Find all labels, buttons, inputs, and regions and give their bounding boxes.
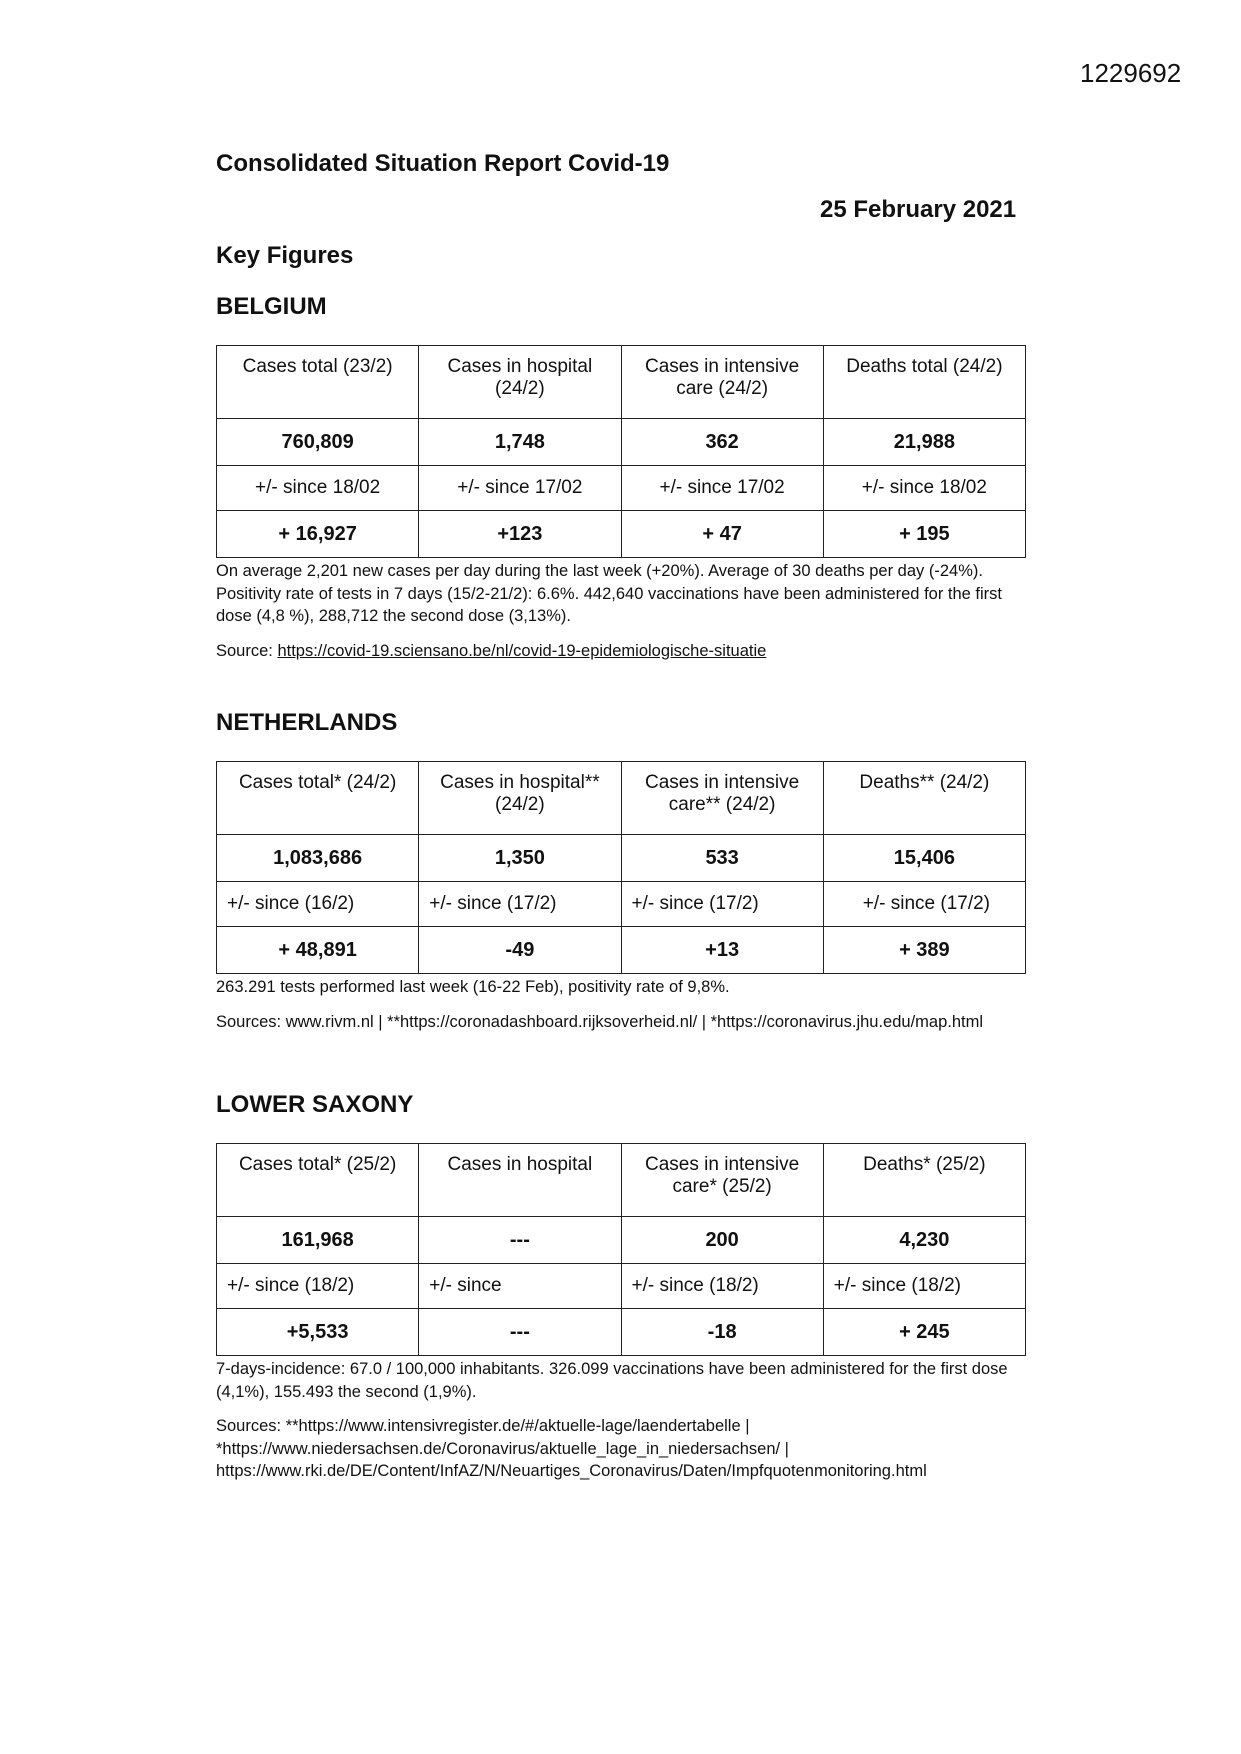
- source-line: *https://www.niedersachsen.de/Coronavirus/aktuelle_lage_in_niedersachsen/ |: [216, 1439, 789, 1458]
- belgium-source-link[interactable]: https://covid-19.sciensano.be/nl/covid-19-epidemiologische-situatie: [277, 641, 767, 660]
- table-since-cell: +/- since 18/02: [217, 466, 419, 511]
- lower-saxony-section: [216, 1091, 1026, 1483]
- report-title: Consolidated Situation Report Covid-19: [216, 150, 670, 177]
- table-value-cell: ---: [419, 1217, 621, 1264]
- table-value-cell: 21,988: [823, 419, 1025, 466]
- table-value-cell: 4,230: [823, 1217, 1025, 1264]
- table-since-cell: +/- since (16/2): [217, 882, 419, 927]
- source-label: Source:: [216, 641, 278, 660]
- table-header-cell: Cases in hospital: [419, 1144, 621, 1217]
- table-change-cell: -18: [621, 1309, 823, 1356]
- table-value-cell: 1,083,686: [217, 835, 419, 882]
- table-value-cell: 15,406: [823, 835, 1025, 882]
- table-since-cell: +/- since 18/02: [823, 466, 1025, 511]
- table-since-cell: +/- since (17/2): [621, 882, 823, 927]
- key-figures-heading: Key Figures: [216, 242, 354, 269]
- table-header-cell: Deaths** (24/2): [823, 762, 1025, 835]
- table-since-cell: +/- since (17/2): [419, 882, 621, 927]
- table-since-cell: +/- since (18/2): [823, 1264, 1025, 1309]
- table-since-cell: +/- since (18/2): [621, 1264, 823, 1309]
- table-header-cell: Cases total* (24/2): [217, 762, 419, 835]
- source-line: Sources: **https://www.intensivregister.de/#/aktuelle-lage/laendertabelle |: [216, 1417, 750, 1435]
- table-header-cell: Deaths* (25/2): [823, 1144, 1025, 1217]
- table-change-cell: ---: [419, 1309, 621, 1356]
- table-since-cell: +/- since 17/02: [621, 466, 823, 511]
- table-since-cell: +/- since 17/02: [419, 466, 621, 511]
- table-value-cell: 161,968: [217, 1217, 419, 1264]
- lower-saxony-note: 7-days-incidence: 67.0 / 100,000 inhabitants. 326.099 vaccinations have been administered for the first dose (4,1%), 155.493 the second (1,9%).: [216, 1360, 1008, 1401]
- table-header-cell: Cases in intensive care* (25/2): [621, 1144, 823, 1217]
- table-header-cell: Cases in hospital** (24/2): [419, 762, 621, 835]
- table-header-cell: Cases total* (25/2): [217, 1144, 419, 1217]
- table-since-cell: +/- since (17/2): [823, 882, 1025, 927]
- table-value-cell: 362: [621, 419, 823, 466]
- table-change-cell: + 389: [823, 927, 1025, 974]
- table-change-cell: -49: [419, 927, 621, 974]
- table-header-cell: Cases in intensive care** (24/2): [621, 762, 823, 835]
- netherlands-note: 263.291 tests performed last week (16-22 Feb), positivity rate of 9,8%.: [216, 978, 730, 996]
- belgium-source: [216, 640, 1026, 663]
- table-value-cell: 1,748: [419, 419, 621, 466]
- belgium-section: [216, 293, 1026, 662]
- table-value-cell: 200: [621, 1217, 823, 1264]
- table-header-cell: Cases total (23/2): [217, 346, 419, 419]
- belgium-table: [216, 345, 1026, 558]
- netherlands-table: [216, 761, 1026, 974]
- table-value-cell: 760,809: [217, 419, 419, 466]
- document-id: 1229692: [1080, 58, 1182, 88]
- netherlands-section: [216, 709, 1026, 1033]
- lower-saxony-heading: LOWER SAXONY: [216, 1091, 414, 1118]
- table-change-cell: +13: [621, 927, 823, 974]
- table-change-cell: +5,533: [217, 1309, 419, 1356]
- table-change-cell: + 16,927: [217, 511, 419, 558]
- lower-saxony-sources: [216, 1415, 1026, 1483]
- source-line: https://www.rki.de/DE/Content/InfAZ/N/Neuartiges_Coronavirus/Daten/Impfquotenmonitoring.html: [216, 1462, 927, 1480]
- table-header-cell: Cases in hospital (24/2): [419, 346, 621, 419]
- table-change-cell: + 195: [823, 511, 1025, 558]
- table-header-cell: Cases in intensive care (24/2): [621, 346, 823, 419]
- table-change-cell: + 47: [621, 511, 823, 558]
- table-change-cell: +123: [419, 511, 621, 558]
- lower-saxony-table: [216, 1143, 1026, 1356]
- table-header-cell: Deaths total (24/2): [823, 346, 1025, 419]
- report-date: 25 February 2021: [820, 196, 1017, 223]
- table-change-cell: + 48,891: [217, 927, 419, 974]
- belgium-heading: BELGIUM: [216, 293, 327, 320]
- table-since-cell: +/- since: [419, 1264, 621, 1309]
- netherlands-sources: Sources: www.rivm.nl | **https://coronadashboard.rijksoverheid.nl/ | *https://coronavirus.jhu.edu/map.html: [216, 1012, 984, 1031]
- belgium-note: On average 2,201 new cases per day during the last week (+20%). Average of 30 deaths per day (-24%). Positivity rate of tests in 7 days (15/2-21/2): 6.6%. 442,640 vaccinations have been administered for the first dose (4,8 %), 288,712 the second dose (3,13%).: [216, 562, 1003, 625]
- table-change-cell: + 245: [823, 1309, 1025, 1356]
- table-since-cell: +/- since (18/2): [217, 1264, 419, 1309]
- netherlands-heading: NETHERLANDS: [216, 709, 398, 736]
- table-value-cell: 533: [621, 835, 823, 882]
- table-value-cell: 1,350: [419, 835, 621, 882]
